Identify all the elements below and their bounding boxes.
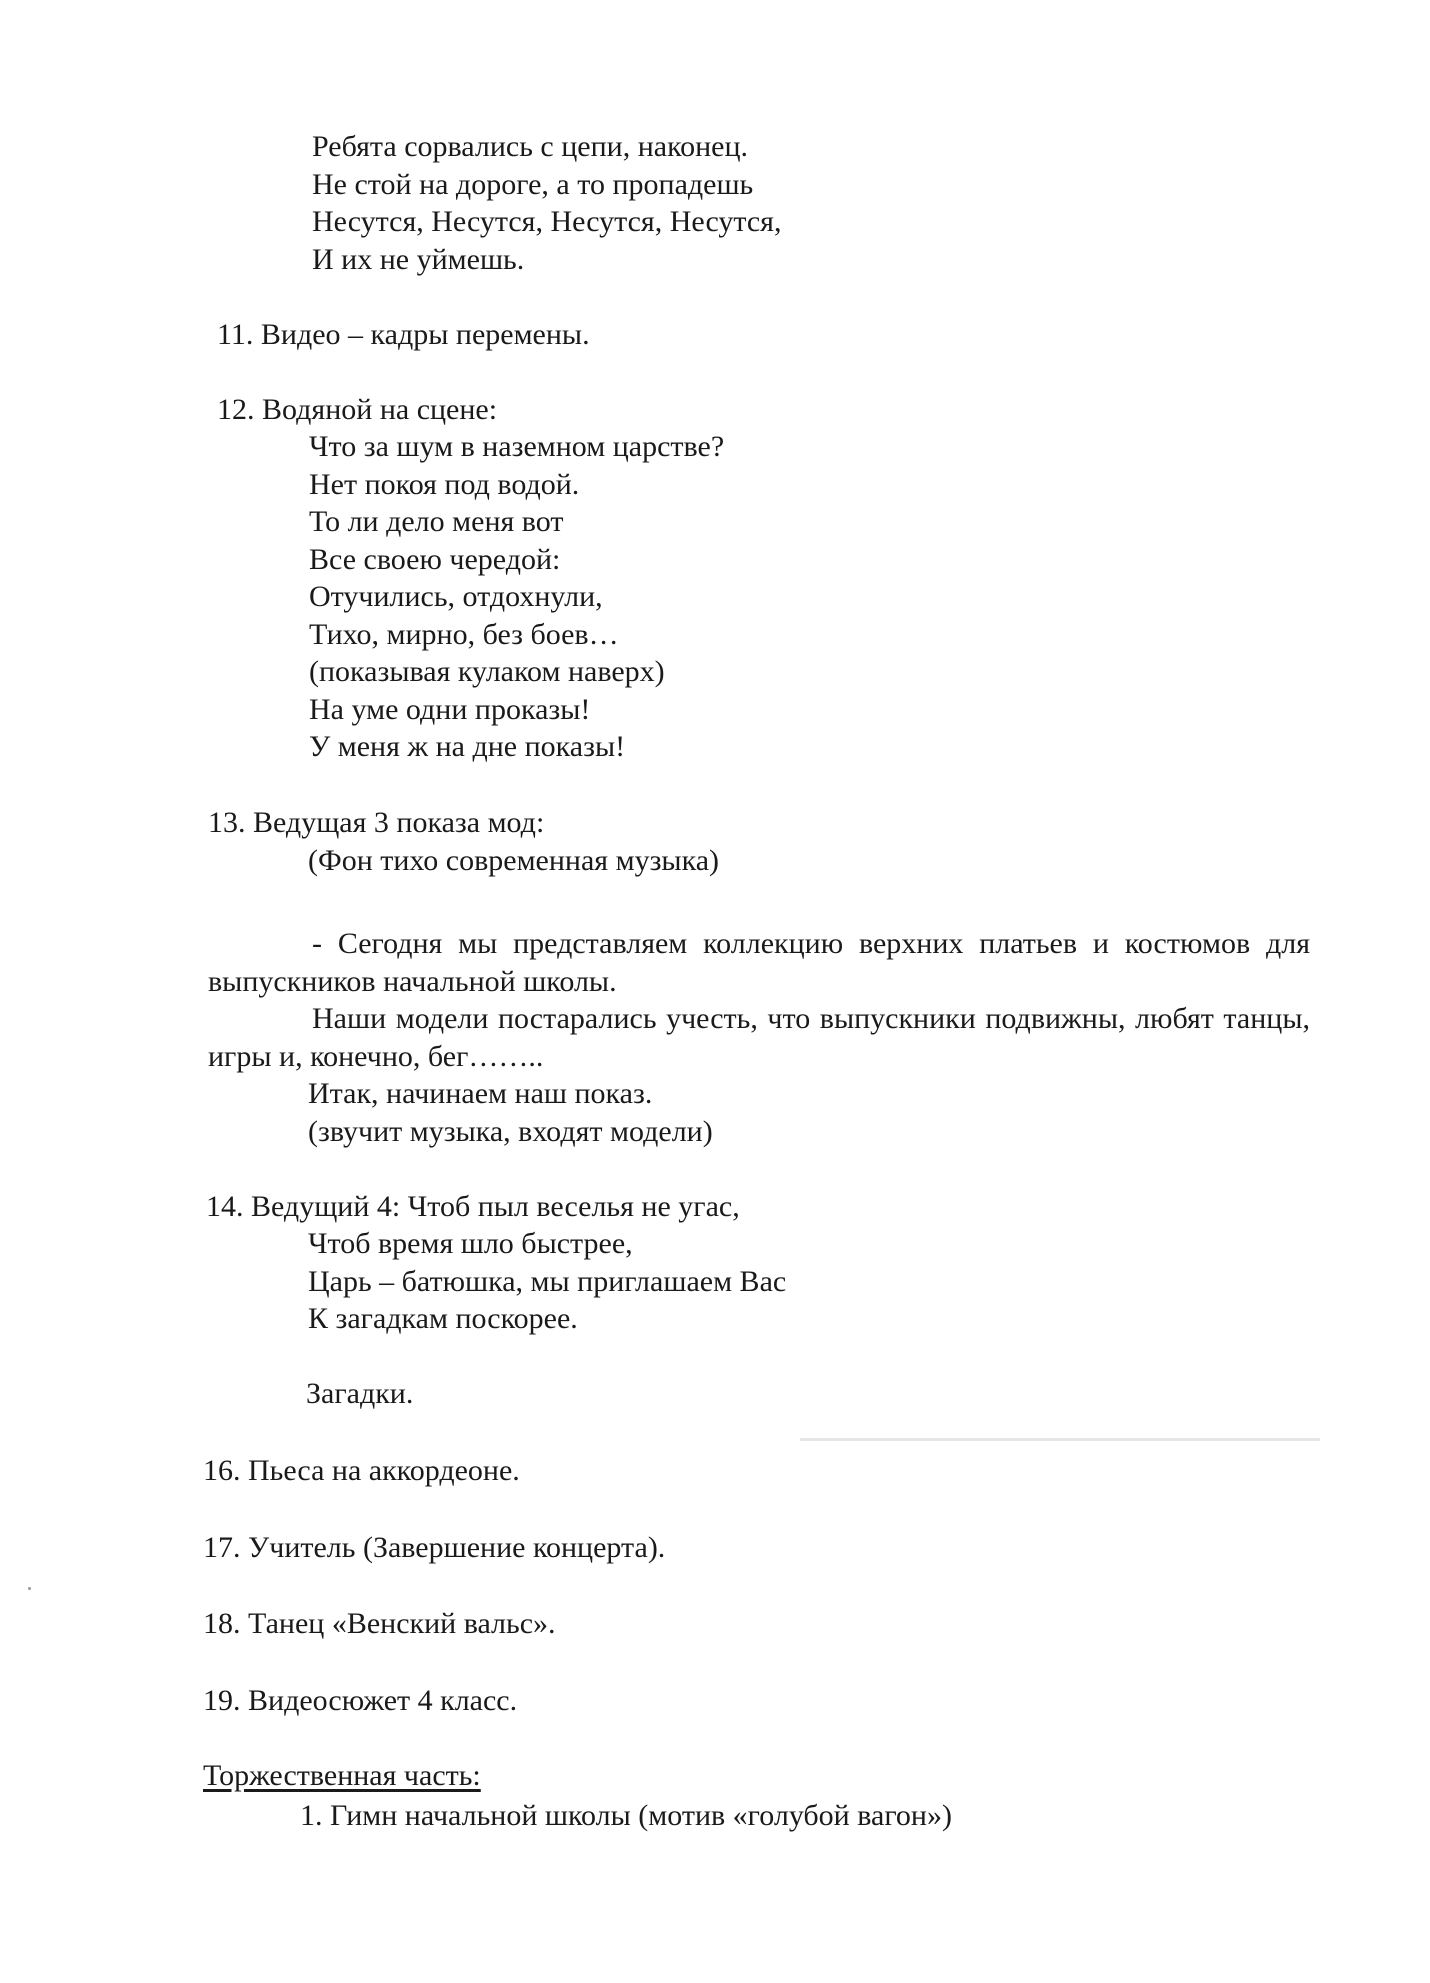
stanza-line: И их не уймешь. [312, 242, 525, 276]
speech-line: У меня ж на дне показы! [309, 730, 626, 763]
program-item-12-heading: 12. Водяной на сцене: [217, 393, 498, 426]
speech-line: Царь – батюшка, мы приглашаем Вас [308, 1264, 787, 1298]
paragraph: Наши модели постарались учесть, что выпускники подвижны, любят танцы, игры и, конечно, бег…….. [208, 1002, 1310, 1073]
program-item-14-heading: 14. Ведущий 4: Чтоб пыл веселья не угас, [206, 1190, 740, 1223]
speech-line: Все своею чередой: [309, 542, 561, 576]
fashion-show-text [208, 925, 1310, 1075]
program-item-13-heading: 13. Ведущая 3 показа мод: [208, 806, 545, 839]
fashion-show-ending: Итак, начинаем наш показ. (звучит музыка, входят модели) [308, 1075, 713, 1150]
paragraph: - Сегодня мы представляем коллекцию верхних платьев и костюмов для выпускников начальной школы. [208, 927, 1310, 998]
program-item-16: 16. Пьеса на аккордеоне. [203, 1454, 520, 1487]
speech-line: То ли дело меня вот [309, 505, 564, 538]
stanza-line: Не стой на дороге, а то пропадешь [312, 167, 754, 201]
stage-direction: (звучит музыка, входят модели) [308, 1114, 713, 1148]
scan-artifact [800, 1438, 1320, 1441]
program-item-19: 19. Видеосюжет 4 класс. [203, 1684, 518, 1717]
program-item-18: 18. Танец «Венский вальс». [203, 1607, 556, 1640]
scan-speck [28, 1587, 31, 1590]
speech-line: На уме одни проказы! [309, 692, 591, 726]
host-4-speech [308, 1225, 786, 1338]
speech-line: К загадкам поскорее. [308, 1302, 578, 1335]
section-heading: Торжественная часть: [203, 1759, 481, 1792]
speech-line: Нет покоя под водой. [309, 467, 580, 501]
stanza-line: Несутся, Несутся, Несутся, Несутся, [312, 205, 782, 238]
speech-line: Отучились, отдохнули, [309, 580, 603, 613]
speech-line: Тихо, мирно, без боев… [309, 617, 619, 651]
program-item-11: 11. Видео – кадры перемены. [217, 318, 590, 351]
song-stanza [312, 128, 781, 278]
program-item-17: 17. Учитель (Завершение концерта). [203, 1531, 666, 1564]
speech-line: Чтоб время шло быстрее, [308, 1227, 633, 1260]
speech-line: Что за шум в наземном царстве? [309, 430, 725, 463]
riddles-label: Загадки. [306, 1377, 414, 1410]
stage-direction-music: (Фон тихо современная музыка) [308, 844, 720, 877]
stanza-line: Ребята сорвались с цепи, наконец. [312, 130, 749, 163]
stage-direction: (показывая кулаком наверх) [309, 655, 665, 688]
ceremonial-item-1: 1. Гимн начальной школы (мотив «голубой вагон») [300, 1799, 952, 1832]
vodyanoy-speech [309, 428, 724, 766]
